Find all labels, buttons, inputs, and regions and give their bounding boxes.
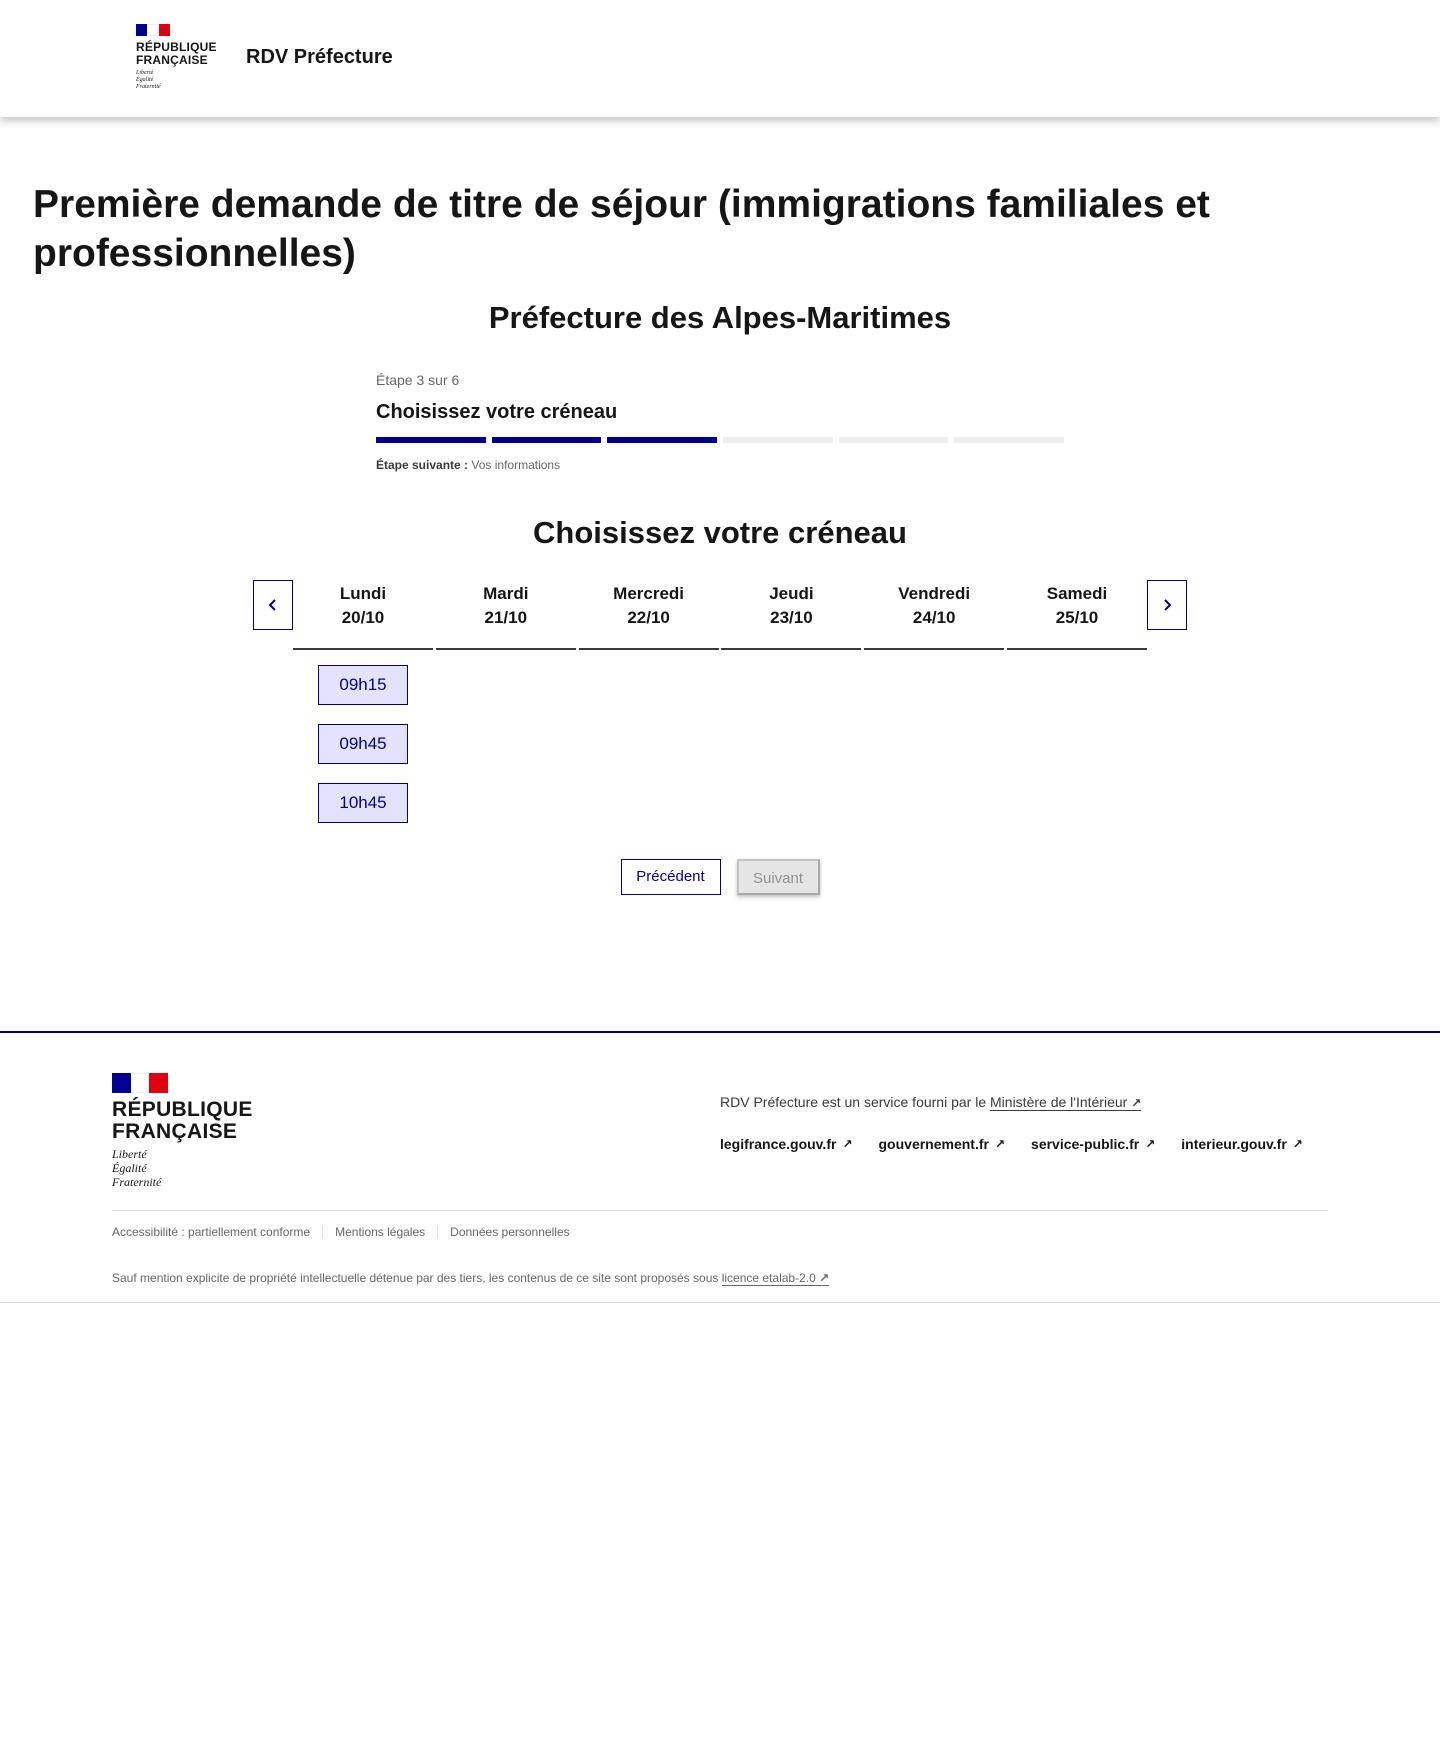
footer-license: Sauf mention explicite de propriété intellectuelle détenue par des tiers, les contenus de ce site sont proposés sous licence etalab-2.0 ↗: [112, 1271, 830, 1285]
logo-text: RÉPUBLIQUE FRANÇAISE: [136, 40, 217, 67]
day-date: 21/10: [484, 608, 528, 627]
form-actions: [0, 859, 1440, 895]
page-title: Première demande de titre de séjour (immigrations familiales et professionnelles): [33, 183, 1210, 275]
day-date: 25/10: [1055, 608, 1099, 627]
footer-link-service-public[interactable]: service-public.fr ↗: [1031, 1136, 1156, 1152]
devise: Liberté Égalité Fraternité: [136, 70, 161, 90]
stepper: [376, 372, 1064, 472]
step-bar-segment: [723, 437, 833, 443]
day-name: Lundi: [339, 584, 387, 603]
license-link[interactable]: licence etalab-2.0 ↗: [721, 1271, 830, 1285]
time-slots-monday: [318, 665, 408, 842]
prefecture-title: Préfecture des Alpes-Maritimes: [488, 300, 952, 335]
external-link-icon: ↗: [1145, 1137, 1156, 1151]
footer-logo-text: RÉPUBLIQUE FRANÇAISE: [112, 1098, 253, 1143]
slot-section-title: Choisissez votre créneau: [533, 515, 907, 550]
footer-bottom-link[interactable]: Données personnelles: [437, 1225, 581, 1239]
site-header: [0, 0, 1440, 117]
marianne-flag-icon: [136, 24, 170, 36]
site-footer: [0, 1031, 1440, 1303]
day-header-mardi: [436, 580, 576, 650]
footer-bottom-link[interactable]: Mentions légales: [322, 1225, 437, 1239]
time-slot-button[interactable]: 09h15: [318, 665, 408, 705]
step-bar-segment: [839, 437, 949, 443]
day-name: Mardi: [483, 584, 529, 603]
chevron-right-icon: [1161, 599, 1173, 611]
day-header-vendredi: [864, 580, 1004, 650]
footer-divider: [112, 1210, 1328, 1211]
step-bar-segment: [376, 437, 486, 443]
day-date: 22/10: [627, 608, 670, 627]
day-name: Jeudi: [769, 584, 814, 603]
step-next-label: Étape suivante :: [376, 458, 469, 472]
day-date: 20/10: [341, 608, 385, 627]
footer-bottom-link[interactable]: Accessibilité : partiellement conforme: [112, 1225, 311, 1239]
day-header-mercredi: [579, 580, 719, 650]
step-title: Choisissez votre créneau: [376, 401, 618, 423]
external-link-icon: ↗: [1131, 1096, 1142, 1110]
republique-francaise-logo[interactable]: [136, 24, 216, 91]
day-columns: [293, 580, 1147, 650]
footer-link-interieur[interactable]: interieur.gouv.fr ↗: [1181, 1136, 1303, 1152]
previous-button[interactable]: Précédent: [621, 859, 721, 895]
footer-link-gouvernement[interactable]: gouvernement.fr ↗: [878, 1136, 1006, 1152]
step-next: [376, 458, 1064, 472]
step-state: Étape 3 sur 6: [376, 372, 460, 388]
footer-bottom-links: [112, 1225, 582, 1239]
day-header-lundi: [293, 580, 433, 650]
footer-devise: Liberté Égalité Fraternité: [112, 1147, 162, 1189]
external-link-icon: ↗: [994, 1137, 1006, 1151]
external-link-icon: ↗: [842, 1137, 853, 1151]
day-name: Samedi: [1046, 584, 1108, 603]
footer-description: RDV Préfecture est un service fourni par le Ministère de l'Intérieur ↗: [720, 1094, 1142, 1110]
day-header-jeudi: [721, 580, 861, 650]
next-button[interactable]: Suivant: [737, 859, 820, 895]
time-slot-button[interactable]: 10h45: [318, 783, 408, 823]
day-date: 24/10: [912, 608, 956, 627]
site-title[interactable]: RDV Préfecture: [246, 46, 393, 68]
marianne-flag-icon: [112, 1073, 168, 1093]
chevron-left-icon: [267, 599, 279, 611]
day-date: 23/10: [770, 608, 813, 627]
external-link-icon: ↗: [1292, 1137, 1303, 1151]
footer-gov-links: [720, 1136, 1303, 1152]
step-bar-segment: [607, 437, 717, 443]
step-bar-segment: [954, 437, 1064, 443]
external-link-icon: ↗: [819, 1271, 830, 1285]
time-slot-button[interactable]: 09h45: [318, 724, 408, 764]
day-header-samedi: [1007, 580, 1147, 650]
step-next-value: Vos informations: [471, 458, 561, 472]
step-progress-bar: [376, 437, 1064, 443]
next-week-button[interactable]: [1147, 580, 1187, 630]
footer-republique-francaise-logo[interactable]: [112, 1073, 253, 1189]
ministere-link[interactable]: Ministère de l'Intérieur ↗: [990, 1094, 1142, 1110]
step-bar-segment: [492, 437, 602, 443]
previous-week-button[interactable]: [253, 580, 293, 630]
day-name: Vendredi: [898, 584, 971, 603]
day-name: Mercredi: [613, 584, 685, 603]
footer-link-legifrance[interactable]: legifrance.gouv.fr ↗: [720, 1136, 853, 1152]
